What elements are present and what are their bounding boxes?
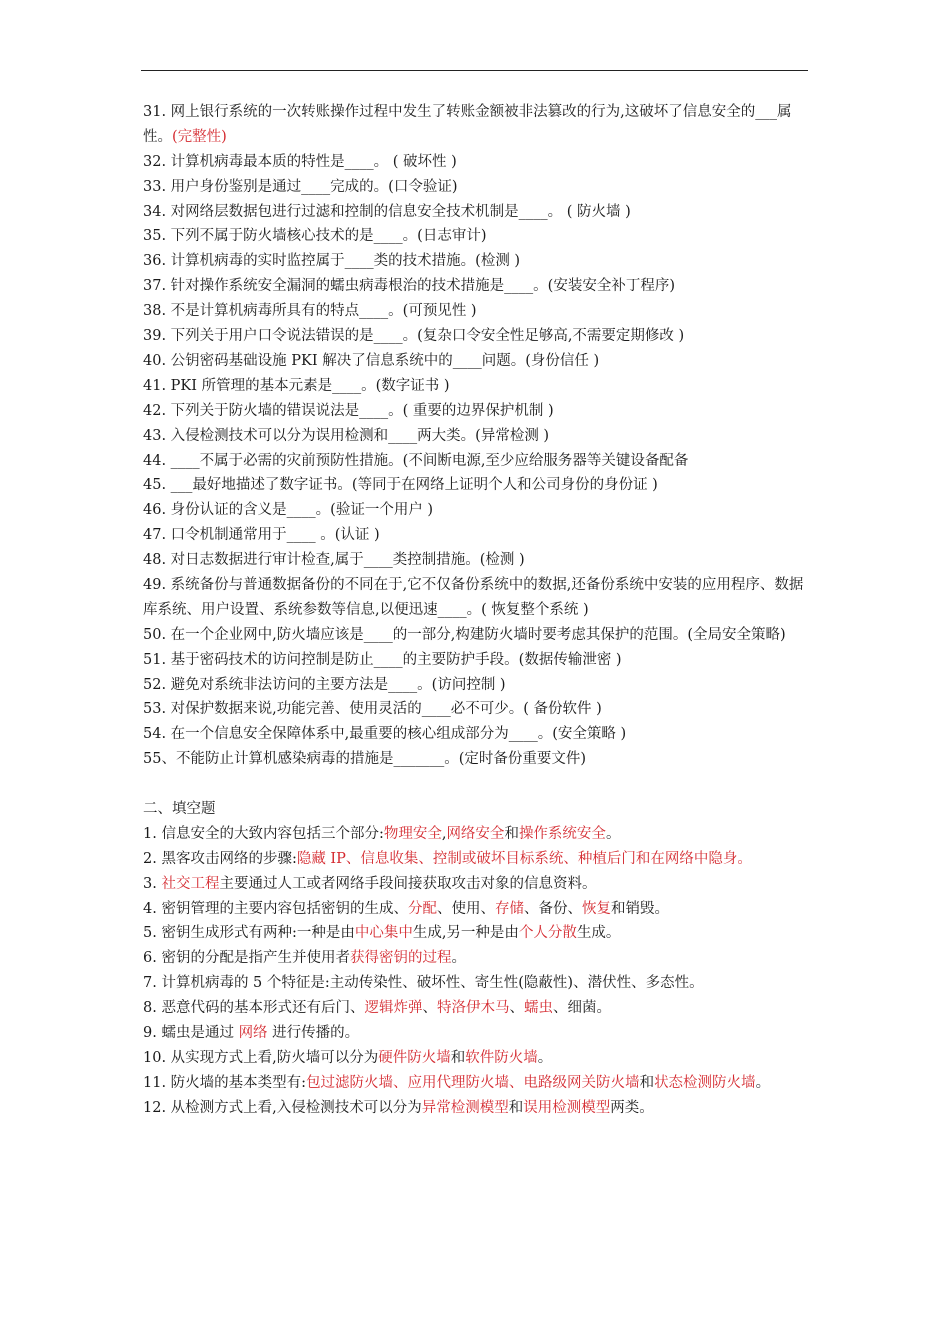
question-45: 45. ___最好地描述了数字证书。(等同于在网络上证明个人和公司身份的身份证 ) — [143, 477, 658, 494]
fill-question-1: 1. 信息安全的大致内容包括三个部分:物理安全,网络安全和操作系统安全。 — [143, 825, 621, 842]
document-body — [143, 100, 811, 1121]
question-41: 41. PKI 所管理的基本元素是____。(数字证书 ) — [143, 377, 450, 394]
question-36: 36. 计算机病毒的实时监控属于____类的技术措施。(检测 ) — [143, 253, 521, 270]
fill-question-5: 5. 密钥生成形式有两种:一种是由中心集中生成,另一种是由个人分散生成。 — [143, 925, 621, 942]
question-50: 50. 在一个企业网中,防火墙应该是____的一部分,构建防火墙时要考虑其保护的范围。(全局安全策略) — [143, 626, 786, 643]
fill-question-9: 9. 蠕虫是通过 网络 进行传播的。 — [143, 1025, 360, 1042]
fill-question-8: 8. 恶意代码的基本形式还有后门、逻辑炸弹、特洛伊木马、蠕虫、细菌。 — [143, 1000, 611, 1017]
fill-question-7: 7. 计算机病毒的 5 个特征是:主动传染性、破坏性、寄生性(隐蔽性)、潜伏性、多态性。 — [143, 975, 704, 992]
fill-question-10: 10. 从实现方式上看,防火墙可以分为硬件防火墙和软件防火墙。 — [143, 1049, 553, 1066]
fill-question-6: 6. 密钥的分配是指产生并使用者获得密钥的过程。 — [143, 950, 466, 967]
question-52: 52. 避免对系统非法访问的主要方法是____。(访问控制 ) — [143, 676, 506, 693]
question-44: 44. ____不属于必需的灾前预防性措施。(不间断电源,至少应给服务器等关键设备配备 — [143, 452, 689, 469]
question-49: 49. 系统备份与普通数据备份的不同在于,它不仅备份系统中的数据,还备份系统中安装的应用程序、数据库系统、用户设置、系统参数等信息,以便迅速____。( 恢复整个系统 ) — [143, 576, 804, 618]
fill-question-3: 3. 社交工程主要通过人工或者网络手段间接获取攻击对象的信息资料。 — [143, 875, 597, 892]
fill-question-2: 2. 黑客攻击网络的步骤:隐藏 IP、信息收集、控制或破坏目标系统、种植后门和在网络中隐身。 — [143, 850, 752, 867]
question-47: 47. 口令机制通常用于____ 。(认证 ) — [143, 527, 380, 544]
question-46: 46. 身份认证的含义是____。(验证一个用户 ) — [143, 502, 434, 519]
fill-question-11: 11. 防火墙的基本类型有:包过滤防火墙、应用代理防火墙、电路级网关防火墙和状态检测防火墙。 — [143, 1074, 771, 1091]
fill-question-12: 12. 从检测方式上看,入侵检测技术可以分为异常检测模型和误用检测模型两类。 — [143, 1099, 654, 1116]
header-rule — [141, 70, 808, 71]
question-54: 54. 在一个信息安全保障体系中,最重要的核心组成部分为____。(安全策略 ) — [143, 726, 627, 743]
question-33: 33. 用户身份鉴别是通过____完成的。(口令验证) — [143, 178, 458, 195]
question-40: 40. 公钥密码基础设施 PKI 解决了信息系统中的____问题。(身份信任 ) — [143, 352, 600, 369]
question-48: 48. 对日志数据进行审计检查,属于____类控制措施。(检测 ) — [143, 552, 525, 569]
answer-text: (完整性) — [172, 128, 227, 145]
question-32: 32. 计算机病毒最本质的特性是____。 ( 破坏性 ) — [143, 153, 457, 170]
question-43: 43. 入侵检测技术可以分为误用检测和____两大类。(异常检测 ) — [143, 427, 550, 444]
question-53: 53. 对保护数据来说,功能完善、使用灵活的____必不可少。( 备份软件 ) — [143, 701, 602, 718]
question-34: 34. 对网络层数据包进行过滤和控制的信息安全技术机制是____。 ( 防火墙 ) — [143, 203, 631, 220]
section-heading: 二、填空题 — [143, 801, 216, 818]
question-39: 39. 下列关于用户口令说法错误的是____。(复杂口令安全性足够高,不需要定期修改 ) — [143, 328, 685, 345]
question-31: 31. 网上银行系统的一次转账操作过程中发生了转账金额被非法篡改的行为,这破坏了信息安全的___属性。(完整性) — [143, 104, 792, 145]
question-42: 42. 下列关于防火墙的错误说法是____。( 重要的边界保护机制 ) — [143, 402, 554, 419]
section-gap — [143, 772, 811, 797]
question-38: 38. 不是计算机病毒所具有的特点____。(可预见性 ) — [143, 303, 477, 320]
question-35: 35. 下列不属于防火墙核心技术的是____。(日志审计) — [143, 228, 487, 245]
question-55: 55、不能防止计算机感染病毒的措施是_______。(定时备份重要文件) — [143, 751, 587, 768]
question-37: 37. 针对操作系统安全漏洞的蠕虫病毒根治的技术措施是____。(安装安全补丁程序) — [143, 278, 675, 295]
question-51: 51. 基于密码技术的访问控制是防止____的主要防护手段。(数据传输泄密 ) — [143, 651, 622, 668]
fill-question-4: 4. 密钥管理的主要内容包括密钥的生成、分配、使用、存储、备份、恢复和销毁。 — [143, 900, 669, 917]
